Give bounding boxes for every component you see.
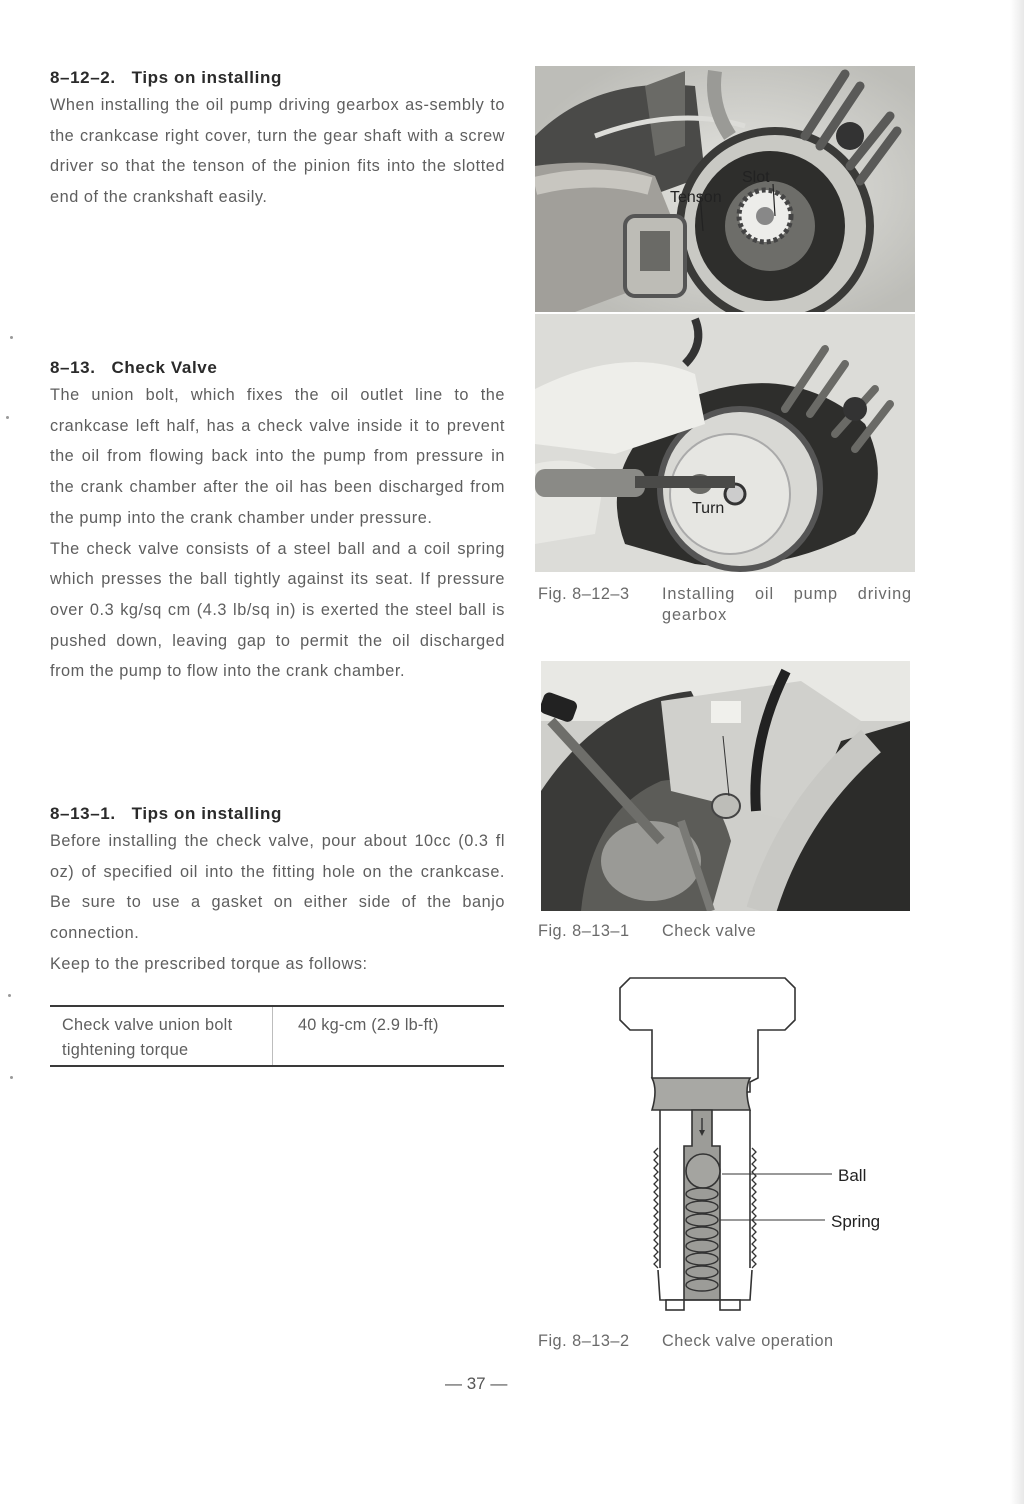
photo-check-valve [541,661,910,911]
section-8-13-1 [50,802,505,980]
figure-caption [538,584,918,626]
torque-table [50,1005,504,1067]
torque-value: 40 kg-cm (2.9 lb-ft) [298,1016,439,1034]
end-cap-right [720,1300,740,1310]
figure-caption [538,921,756,942]
section-8-13 [50,356,505,687]
figure-title: Check valve [662,922,757,940]
photo-label-tenson: Tenson [670,189,722,206]
torque-item: Check valve union bolt tightening torque [50,1007,273,1065]
end-cap-left [666,1300,684,1310]
section-number: 8–12–2. [50,68,116,87]
engine-photo-illustration [535,66,915,312]
section-number: 8–13. [50,358,96,377]
section-heading [50,66,505,90]
photo-label-slot: Slot [742,169,770,186]
figure-title: Check valve operation [662,1332,834,1350]
paragraph: Before installing the check valve, pour about 10cc (0.3 fl oz) of specified oil into the fitting hole on the crankcase. Be sure to use a gasket on either side of the banjo connection. [50,832,505,943]
page-edge-shadow [1010,0,1024,1504]
section-heading [50,356,505,380]
photo-gearbox-installation-top [535,66,915,312]
paragraph: The check valve consists of a steel ball and a coil spring which presses the ball tightly against its seat. If pressure over 0.3 kg/sq cm (4.3 lb/sq in) is exerted the steel ball is pushed down, leaving gap to permit the oil discharged from the pump to flow into the crank chamber. [50,539,505,681]
engine-photo-illustration [535,314,915,572]
scan-speck [8,994,11,997]
banjo-passage [652,1078,750,1110]
scan-speck [10,1076,13,1079]
paragraph: Keep to the prescribed torque as follows: [50,954,368,973]
section-8-12-2 [50,66,505,213]
diagram-label-spring: Spring [831,1212,881,1231]
figure-number: Fig. 8–12–3 [538,585,630,603]
section-number: 8–13–1. [50,804,116,823]
bolt-head [620,978,795,1092]
check-valve-diagram [600,970,900,1320]
steel-ball [686,1154,720,1188]
paragraph: The union bolt, which fixes the oil outlet line to the crankcase left half, has a check valve inside it to prevent the oil from flowing back into the pump from pressure in the crank chamber after the oil has been discharged from the pump into the crank chamber under pressure. [50,386,505,527]
figure-caption [538,1331,834,1352]
scan-speck [10,336,13,339]
scan-speck [6,416,9,419]
figure-number: Fig. 8–13–1 [538,922,630,940]
thread-right [752,1148,756,1268]
diagram-label-ball: Ball [838,1166,867,1185]
section-title: Check Valve [111,358,218,377]
figure-number: Fig. 8–13–2 [538,1332,630,1350]
photo-label-turn: Turn [692,500,725,517]
thread-left [654,1148,658,1268]
photo-gearbox-installation-bottom [535,314,915,572]
page-number: — 37 — [445,1374,508,1393]
engine-photo-illustration [541,661,910,911]
section-title: Tips on installing [131,68,282,87]
section-title: Tips on installing [131,804,282,823]
paragraph: When installing the oil pump driving gearbox as-sembly to the crankcase right cover, turn the gear shaft with a screw driver so that the tenson of the pinion fits into the slotted end of the crankshaft easily. [50,96,505,207]
valve-bore [684,1110,720,1300]
section-heading [50,802,505,826]
figure-title: Installing oil pump driving gearbox [662,585,912,624]
